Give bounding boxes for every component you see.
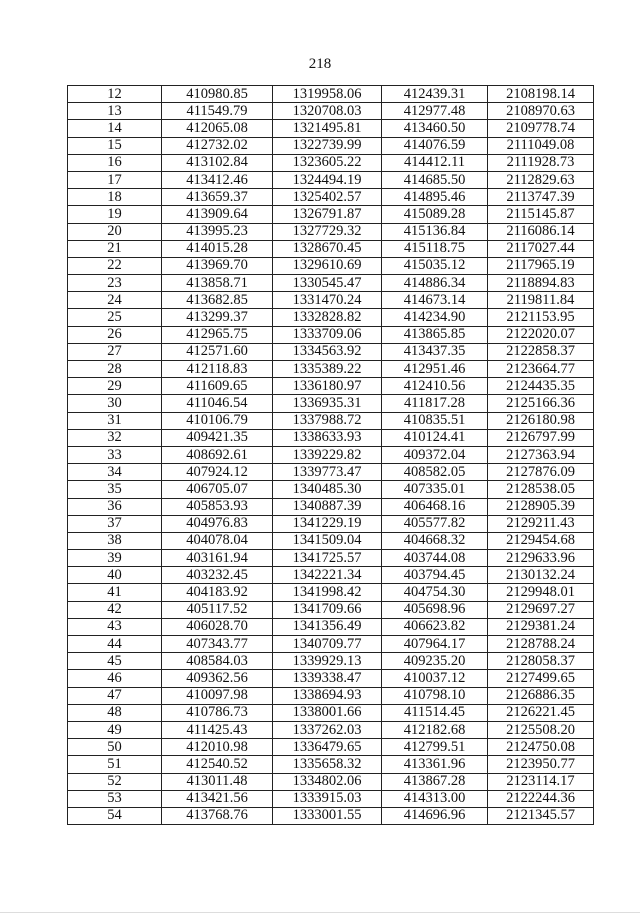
y2-coordinate-cell: 2123664.77 [488, 361, 594, 378]
point-number-cell: 17 [68, 171, 162, 188]
table-row [68, 790, 594, 807]
x2-coordinate-cell: 414412.11 [382, 154, 488, 171]
x1-coordinate-cell: 413995.23 [162, 223, 273, 240]
x1-coordinate-cell: 411549.79 [162, 103, 273, 120]
y1-coordinate-cell: 1326791.87 [273, 206, 382, 223]
point-number-cell: 12 [68, 86, 162, 103]
y2-coordinate-cell: 2130132.24 [488, 567, 594, 584]
y2-coordinate-cell: 2128058.37 [488, 653, 594, 670]
y1-coordinate-cell: 1334802.06 [273, 773, 382, 790]
table-row [68, 584, 594, 601]
y1-coordinate-cell: 1331470.24 [273, 292, 382, 309]
point-number-cell: 15 [68, 137, 162, 154]
y2-coordinate-cell: 2129454.68 [488, 532, 594, 549]
y2-coordinate-cell: 2119811.84 [488, 292, 594, 309]
table-row [68, 206, 594, 223]
page-number: 218 [308, 56, 332, 72]
x1-coordinate-cell: 413768.76 [162, 807, 273, 824]
x1-coordinate-cell: 413909.64 [162, 206, 273, 223]
point-number-cell: 28 [68, 361, 162, 378]
point-number-cell: 47 [68, 687, 162, 704]
x1-coordinate-cell: 412065.08 [162, 120, 273, 137]
y2-coordinate-cell: 2115145.87 [488, 206, 594, 223]
table-row [68, 137, 594, 154]
x2-coordinate-cell: 404668.32 [382, 532, 488, 549]
y1-coordinate-cell: 1327729.32 [273, 223, 382, 240]
y2-coordinate-cell: 2126221.45 [488, 704, 594, 721]
y1-coordinate-cell: 1336935.31 [273, 395, 382, 412]
table-row [68, 223, 594, 240]
y1-coordinate-cell: 1336180.97 [273, 378, 382, 395]
y2-coordinate-cell: 2111049.08 [488, 137, 594, 154]
x1-coordinate-cell: 413102.84 [162, 154, 273, 171]
y2-coordinate-cell: 2121345.57 [488, 807, 594, 824]
y2-coordinate-cell: 2108970.63 [488, 103, 594, 120]
x1-coordinate-cell: 405853.93 [162, 498, 273, 515]
point-number-cell: 26 [68, 326, 162, 343]
x2-coordinate-cell: 407964.17 [382, 636, 488, 653]
point-number-cell: 34 [68, 464, 162, 481]
point-number-cell: 43 [68, 618, 162, 635]
x2-coordinate-cell: 412951.46 [382, 361, 488, 378]
y2-coordinate-cell: 2112829.63 [488, 171, 594, 188]
point-number-cell: 19 [68, 206, 162, 223]
y1-coordinate-cell: 1319958.06 [273, 86, 382, 103]
x2-coordinate-cell: 403794.45 [382, 567, 488, 584]
point-number-cell: 48 [68, 704, 162, 721]
table-row [68, 171, 594, 188]
point-number-cell: 38 [68, 532, 162, 549]
point-number-cell: 49 [68, 721, 162, 738]
point-number-cell: 25 [68, 309, 162, 326]
table-row [68, 653, 594, 670]
x1-coordinate-cell: 410980.85 [162, 86, 273, 103]
table-row [68, 721, 594, 738]
x2-coordinate-cell: 414234.90 [382, 309, 488, 326]
x1-coordinate-cell: 410097.98 [162, 687, 273, 704]
x1-coordinate-cell: 413682.85 [162, 292, 273, 309]
y2-coordinate-cell: 2111928.73 [488, 154, 594, 171]
point-number-cell: 20 [68, 223, 162, 240]
point-number-cell: 16 [68, 154, 162, 171]
table-row [68, 361, 594, 378]
y1-coordinate-cell: 1341998.42 [273, 584, 382, 601]
y2-coordinate-cell: 2118894.83 [488, 275, 594, 292]
y2-coordinate-cell: 2129381.24 [488, 618, 594, 635]
y2-coordinate-cell: 2127499.65 [488, 670, 594, 687]
x2-coordinate-cell: 413460.50 [382, 120, 488, 137]
x1-coordinate-cell: 412010.98 [162, 739, 273, 756]
y2-coordinate-cell: 2121153.95 [488, 309, 594, 326]
table-row [68, 446, 594, 463]
point-number-cell: 54 [68, 807, 162, 824]
table-row [68, 257, 594, 274]
x2-coordinate-cell: 409235.20 [382, 653, 488, 670]
y1-coordinate-cell: 1334563.92 [273, 343, 382, 360]
y1-coordinate-cell: 1323605.22 [273, 154, 382, 171]
table-row [68, 550, 594, 567]
point-number-cell: 46 [68, 670, 162, 687]
y2-coordinate-cell: 2124750.08 [488, 739, 594, 756]
table-row [68, 240, 594, 257]
x1-coordinate-cell: 413011.48 [162, 773, 273, 790]
point-number-cell: 13 [68, 103, 162, 120]
y1-coordinate-cell: 1336479.65 [273, 739, 382, 756]
x2-coordinate-cell: 414696.96 [382, 807, 488, 824]
y2-coordinate-cell: 2129633.96 [488, 550, 594, 567]
x2-coordinate-cell: 410798.10 [382, 687, 488, 704]
table-row [68, 515, 594, 532]
y1-coordinate-cell: 1329610.69 [273, 257, 382, 274]
y1-coordinate-cell: 1333709.06 [273, 326, 382, 343]
x2-coordinate-cell: 413865.85 [382, 326, 488, 343]
table-row [68, 498, 594, 515]
x1-coordinate-cell: 408584.03 [162, 653, 273, 670]
x1-coordinate-cell: 413969.70 [162, 257, 273, 274]
y1-coordinate-cell: 1339929.13 [273, 653, 382, 670]
point-number-cell: 37 [68, 515, 162, 532]
x2-coordinate-cell: 404754.30 [382, 584, 488, 601]
x2-coordinate-cell: 412439.31 [382, 86, 488, 103]
x2-coordinate-cell: 414685.50 [382, 171, 488, 188]
table-row [68, 464, 594, 481]
point-number-cell: 51 [68, 756, 162, 773]
x1-coordinate-cell: 409362.56 [162, 670, 273, 687]
y2-coordinate-cell: 2129211.43 [488, 515, 594, 532]
point-number-cell: 22 [68, 257, 162, 274]
x2-coordinate-cell: 413437.35 [382, 343, 488, 360]
table-row [68, 429, 594, 446]
point-number-cell: 39 [68, 550, 162, 567]
point-number-cell: 53 [68, 790, 162, 807]
y2-coordinate-cell: 2122858.37 [488, 343, 594, 360]
table-row [68, 773, 594, 790]
point-number-cell: 45 [68, 653, 162, 670]
table-row [68, 120, 594, 137]
y2-coordinate-cell: 2128538.05 [488, 481, 594, 498]
y1-coordinate-cell: 1335389.22 [273, 361, 382, 378]
table-row [68, 704, 594, 721]
y2-coordinate-cell: 2126797.99 [488, 429, 594, 446]
x2-coordinate-cell: 408582.05 [382, 464, 488, 481]
y2-coordinate-cell: 2122020.07 [488, 326, 594, 343]
x1-coordinate-cell: 412118.83 [162, 361, 273, 378]
y1-coordinate-cell: 1324494.19 [273, 171, 382, 188]
x1-coordinate-cell: 414015.28 [162, 240, 273, 257]
x1-coordinate-cell: 411046.54 [162, 395, 273, 412]
point-number-cell: 27 [68, 343, 162, 360]
y2-coordinate-cell: 2127876.09 [488, 464, 594, 481]
y2-coordinate-cell: 2109778.74 [488, 120, 594, 137]
table-row [68, 189, 594, 206]
y1-coordinate-cell: 1340887.39 [273, 498, 382, 515]
x2-coordinate-cell: 415118.75 [382, 240, 488, 257]
table-row [68, 309, 594, 326]
y2-coordinate-cell: 2129948.01 [488, 584, 594, 601]
y1-coordinate-cell: 1337262.03 [273, 721, 382, 738]
table-row [68, 636, 594, 653]
x2-coordinate-cell: 406623.82 [382, 618, 488, 635]
x2-coordinate-cell: 407335.01 [382, 481, 488, 498]
x1-coordinate-cell: 410106.79 [162, 412, 273, 429]
x2-coordinate-cell: 415136.84 [382, 223, 488, 240]
point-number-cell: 41 [68, 584, 162, 601]
x2-coordinate-cell: 410124.41 [382, 429, 488, 446]
x2-coordinate-cell: 415089.28 [382, 206, 488, 223]
y2-coordinate-cell: 2126886.35 [488, 687, 594, 704]
x1-coordinate-cell: 409421.35 [162, 429, 273, 446]
y1-coordinate-cell: 1333001.55 [273, 807, 382, 824]
point-number-cell: 21 [68, 240, 162, 257]
y1-coordinate-cell: 1321495.81 [273, 120, 382, 137]
x2-coordinate-cell: 414076.59 [382, 137, 488, 154]
y2-coordinate-cell: 2122244.36 [488, 790, 594, 807]
table-row [68, 86, 594, 103]
y1-coordinate-cell: 1335658.32 [273, 756, 382, 773]
x1-coordinate-cell: 413659.37 [162, 189, 273, 206]
coordinates-table-body [68, 86, 594, 825]
point-number-cell: 23 [68, 275, 162, 292]
point-number-cell: 35 [68, 481, 162, 498]
x2-coordinate-cell: 414895.46 [382, 189, 488, 206]
table-row [68, 343, 594, 360]
x1-coordinate-cell: 406705.07 [162, 481, 273, 498]
point-number-cell: 50 [68, 739, 162, 756]
x2-coordinate-cell: 414313.00 [382, 790, 488, 807]
y1-coordinate-cell: 1339338.47 [273, 670, 382, 687]
y1-coordinate-cell: 1340709.77 [273, 636, 382, 653]
point-number-cell: 42 [68, 601, 162, 618]
table-row [68, 807, 594, 824]
y2-coordinate-cell: 2124435.35 [488, 378, 594, 395]
x1-coordinate-cell: 413299.37 [162, 309, 273, 326]
x1-coordinate-cell: 404078.04 [162, 532, 273, 549]
y2-coordinate-cell: 2123950.77 [488, 756, 594, 773]
y1-coordinate-cell: 1341509.04 [273, 532, 382, 549]
y2-coordinate-cell: 2125166.36 [488, 395, 594, 412]
table-row [68, 481, 594, 498]
x2-coordinate-cell: 412410.56 [382, 378, 488, 395]
y2-coordinate-cell: 2123114.17 [488, 773, 594, 790]
point-number-cell: 14 [68, 120, 162, 137]
point-number-cell: 40 [68, 567, 162, 584]
point-number-cell: 33 [68, 446, 162, 463]
y2-coordinate-cell: 2128905.39 [488, 498, 594, 515]
table-row [68, 739, 594, 756]
point-number-cell: 24 [68, 292, 162, 309]
x2-coordinate-cell: 413361.96 [382, 756, 488, 773]
y2-coordinate-cell: 2128788.24 [488, 636, 594, 653]
y1-coordinate-cell: 1337988.72 [273, 412, 382, 429]
point-number-cell: 32 [68, 429, 162, 446]
table-row [68, 378, 594, 395]
y1-coordinate-cell: 1339229.82 [273, 446, 382, 463]
y2-coordinate-cell: 2126180.98 [488, 412, 594, 429]
y1-coordinate-cell: 1332828.82 [273, 309, 382, 326]
x1-coordinate-cell: 412571.60 [162, 343, 273, 360]
x1-coordinate-cell: 407924.12 [162, 464, 273, 481]
x1-coordinate-cell: 413421.56 [162, 790, 273, 807]
x2-coordinate-cell: 410835.51 [382, 412, 488, 429]
y1-coordinate-cell: 1341709.66 [273, 601, 382, 618]
y1-coordinate-cell: 1339773.47 [273, 464, 382, 481]
y2-coordinate-cell: 2129697.27 [488, 601, 594, 618]
table-row [68, 412, 594, 429]
y2-coordinate-cell: 2125508.20 [488, 721, 594, 738]
x2-coordinate-cell: 412182.68 [382, 721, 488, 738]
table-row [68, 275, 594, 292]
x2-coordinate-cell: 412977.48 [382, 103, 488, 120]
y1-coordinate-cell: 1338001.66 [273, 704, 382, 721]
point-number-cell: 29 [68, 378, 162, 395]
point-number-cell: 52 [68, 773, 162, 790]
x2-coordinate-cell: 403744.08 [382, 550, 488, 567]
table-row [68, 670, 594, 687]
y1-coordinate-cell: 1338633.93 [273, 429, 382, 446]
y1-coordinate-cell: 1325402.57 [273, 189, 382, 206]
point-number-cell: 36 [68, 498, 162, 515]
point-number-cell: 30 [68, 395, 162, 412]
y1-coordinate-cell: 1341229.19 [273, 515, 382, 532]
table-row [68, 618, 594, 635]
x1-coordinate-cell: 411425.43 [162, 721, 273, 738]
table-row [68, 567, 594, 584]
y1-coordinate-cell: 1328670.45 [273, 240, 382, 257]
table-row [68, 687, 594, 704]
table-row [68, 601, 594, 618]
x2-coordinate-cell: 411514.45 [382, 704, 488, 721]
x2-coordinate-cell: 411817.28 [382, 395, 488, 412]
y1-coordinate-cell: 1322739.99 [273, 137, 382, 154]
y2-coordinate-cell: 2127363.94 [488, 446, 594, 463]
x1-coordinate-cell: 404976.83 [162, 515, 273, 532]
x1-coordinate-cell: 412732.02 [162, 137, 273, 154]
x2-coordinate-cell: 414673.14 [382, 292, 488, 309]
x1-coordinate-cell: 412540.52 [162, 756, 273, 773]
x1-coordinate-cell: 406028.70 [162, 618, 273, 635]
table-row [68, 292, 594, 309]
y1-coordinate-cell: 1340485.30 [273, 481, 382, 498]
x2-coordinate-cell: 406468.16 [382, 498, 488, 515]
y2-coordinate-cell: 2117027.44 [488, 240, 594, 257]
x2-coordinate-cell: 415035.12 [382, 257, 488, 274]
x1-coordinate-cell: 403161.94 [162, 550, 273, 567]
table-row [68, 532, 594, 549]
x2-coordinate-cell: 410037.12 [382, 670, 488, 687]
y1-coordinate-cell: 1330545.47 [273, 275, 382, 292]
y1-coordinate-cell: 1342221.34 [273, 567, 382, 584]
table-row [68, 756, 594, 773]
table-row [68, 154, 594, 171]
x1-coordinate-cell: 413412.46 [162, 171, 273, 188]
table-row [68, 103, 594, 120]
point-number-cell: 44 [68, 636, 162, 653]
x1-coordinate-cell: 413858.71 [162, 275, 273, 292]
y1-coordinate-cell: 1333915.03 [273, 790, 382, 807]
table-row [68, 395, 594, 412]
y1-coordinate-cell: 1341356.49 [273, 618, 382, 635]
point-number-cell: 31 [68, 412, 162, 429]
y2-coordinate-cell: 2108198.14 [488, 86, 594, 103]
coordinates-table [67, 85, 594, 825]
x2-coordinate-cell: 405577.82 [382, 515, 488, 532]
x1-coordinate-cell: 404183.92 [162, 584, 273, 601]
y2-coordinate-cell: 2113747.39 [488, 189, 594, 206]
y1-coordinate-cell: 1341725.57 [273, 550, 382, 567]
x1-coordinate-cell: 405117.52 [162, 601, 273, 618]
y2-coordinate-cell: 2116086.14 [488, 223, 594, 240]
point-number-cell: 18 [68, 189, 162, 206]
x2-coordinate-cell: 414886.34 [382, 275, 488, 292]
x1-coordinate-cell: 403232.45 [162, 567, 273, 584]
x1-coordinate-cell: 411609.65 [162, 378, 273, 395]
x1-coordinate-cell: 412965.75 [162, 326, 273, 343]
table-row [68, 326, 594, 343]
x2-coordinate-cell: 412799.51 [382, 739, 488, 756]
y1-coordinate-cell: 1338694.93 [273, 687, 382, 704]
x2-coordinate-cell: 413867.28 [382, 773, 488, 790]
x1-coordinate-cell: 410786.73 [162, 704, 273, 721]
x1-coordinate-cell: 408692.61 [162, 446, 273, 463]
x1-coordinate-cell: 407343.77 [162, 636, 273, 653]
x2-coordinate-cell: 405698.96 [382, 601, 488, 618]
x2-coordinate-cell: 409372.04 [382, 446, 488, 463]
y2-coordinate-cell: 2117965.19 [488, 257, 594, 274]
y1-coordinate-cell: 1320708.03 [273, 103, 382, 120]
bottom-edge-line [0, 912, 640, 913]
